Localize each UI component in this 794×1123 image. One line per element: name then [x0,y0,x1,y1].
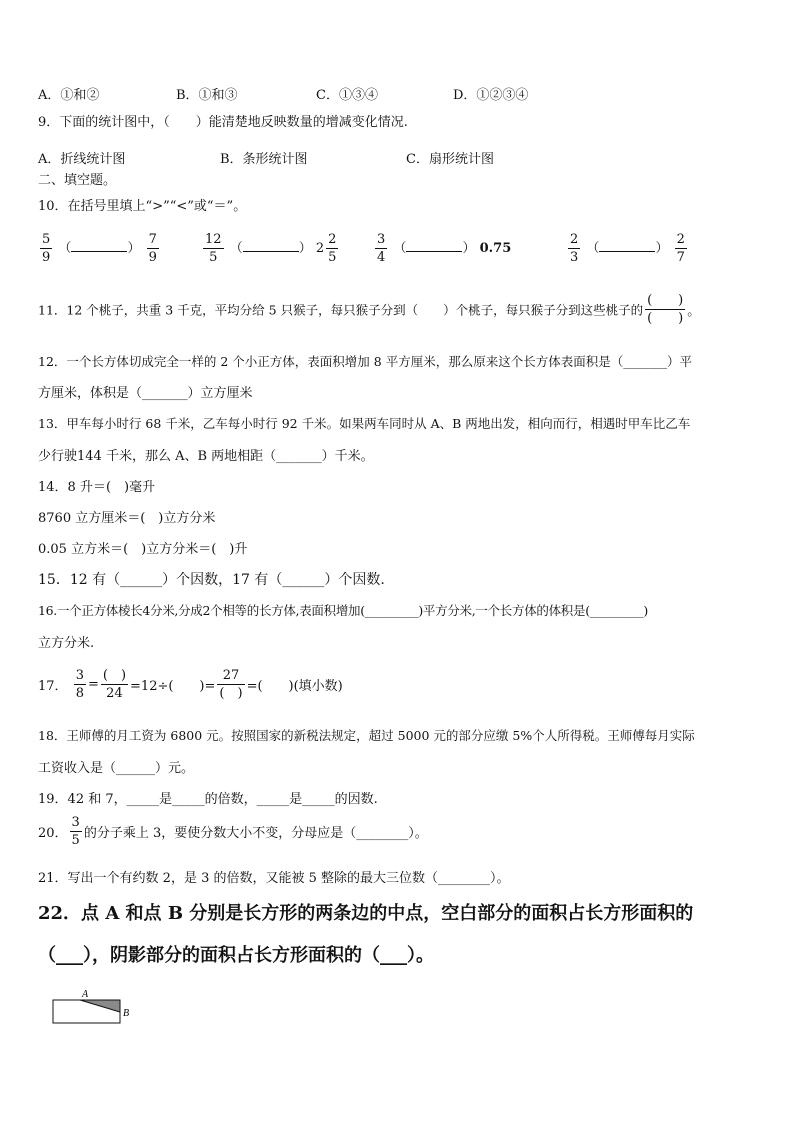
answer-blank[interactable] [599,251,655,252]
q18-line-1: 18．王师傅的月工资为 6800 元。按照国家的新税法规定，超过 5000 元的部分应缴 5%个人所得税。王师傅每月实际 [38,728,695,743]
fraction: $\frac{7}{9}$ [148,232,157,265]
q16-line-2: 立方分米. [38,636,95,651]
q10-question: 10．在括号里填上“>”“<”或“＝”。 [38,199,247,214]
q9-question: 9．下面的统计图中，（ ）能清楚地反映数量的增减变化情况. [38,115,408,130]
q16-line-1: 16.一个正方体棱长4分米,分成2个相等的长方体,表面积增加(_________)平方分米,一个长方体的体积是(_________) [38,603,648,618]
q17-end: =( )(填小数) [246,679,343,694]
q8-option-d: D．①②③④ [453,88,529,103]
q8-option-b: B．①和③ [176,88,238,103]
q14-line-3: 0.05 立方米＝( )立方分米＝( )升 [38,542,248,557]
q20-question [38,816,428,847]
q15-question: 15．12 有（______）个因数，17 有（______）个因数. [38,572,385,588]
fraction: $\frac{( )}{( )}$ [647,293,684,326]
q19-question: 19．42 和 7，_____是_____的倍数，_____是_____的因数. [38,792,378,807]
q22-line-1: 22．点 A 和点 B 分别是长方形的两条边的中点，空白部分的面积占长方形面积的 [38,903,694,924]
q17-label: 17． [38,679,68,694]
q13-line-2: 少行驶144 千米，那么 A、B 两地相距（_______）千米。 [38,449,374,464]
equals: = [87,677,99,692]
q8-option-a: A．①和② [38,88,100,103]
fraction: $\frac{3}{8}$ [75,668,84,701]
paren: （ [58,241,72,256]
q9-option-a: A．折线统计图 [38,152,126,167]
fraction: $\frac{5}{9}$ [42,232,51,265]
section-heading: 二、填空题。 [38,173,117,188]
q10-item-4 [566,233,689,264]
paren: ） [127,241,141,256]
q17-mid: =12÷( )= [130,679,216,694]
q18-line-2: 工资收入是（______）元。 [38,761,195,776]
q12-line-1: 12．一个长方体切成完全一样的 2 个小正方体，表面积增加 8 平方厘米，那么原来这个长方体表面积是（_______）平 [38,354,692,369]
answer-blank[interactable] [406,251,462,252]
answer-blank[interactable] [243,251,299,252]
fraction: $\frac{( )}{24}$ [102,668,127,701]
paren: （ [229,241,243,256]
paren: ） [298,241,312,256]
q8-option-c: C．①③④ [316,88,378,103]
paren: （ [586,241,600,256]
q14-line-1: 14．8 升＝( )毫升 [38,480,156,495]
point-b-label: B [123,1008,130,1019]
paren: （ [393,241,407,256]
paren: ） [462,241,476,256]
fraction: $\frac{3}{5}$ [71,815,80,848]
point-a-label: A [82,989,89,1000]
q14-line-2: 8760 立方厘米＝( )立方分米 [38,511,216,526]
paren: ） [655,241,669,256]
q10-item-3 [373,233,511,264]
decimal-value: 0.75 [479,241,512,256]
q17-question [38,669,343,700]
answer-blank[interactable] [71,251,127,252]
q20-label: 20． [38,826,68,841]
fraction: $\frac{27}{( )}$ [219,668,243,701]
q20-text: 的分子乘上 3，要使分数大小不变，分母应是（________）。 [83,826,428,841]
q11-text: 11．12 个桃子，共重 3 千克，平均分给 5 只猴子，每只猴子分到（ ）个桃子，每只猴子分到这些桃子的 [38,302,644,318]
fraction: $\frac{2}{5}$ [328,232,337,265]
q10-item-2 [201,233,340,264]
q9-option-c: C．扇形统计图 [406,152,494,167]
q22-line-2: （___），阴影部分的面积占长方形面积的（___）。 [38,945,434,966]
fraction: $\frac{2}{3}$ [570,232,579,265]
q21-question: 21．写出一个有约数 2，是 3 的倍数，又能被 5 整除的最大三位数（________）。 [38,871,510,886]
q11-end: 。 [687,304,701,319]
rectangle-figure [48,985,138,1029]
fraction: $\frac{3}{4}$ [377,232,386,265]
fraction: $\frac{12}{5}$ [205,232,222,265]
q11-question [38,294,700,325]
q13-line-1: 13．甲车每小时行 68 千米，乙车每小时行 92 千米。如果两车同时从 A、B 两地出发，相向而行，相遇时甲车比乙车 [38,416,691,431]
q10-item-1 [38,233,161,264]
fraction: $\frac{2}{7}$ [676,232,685,265]
q9-option-b: B．条形统计图 [220,152,308,167]
q12-line-2: 方厘米，体积是（_______）立方厘米 [38,386,253,401]
mixed-whole: 2 [315,241,325,256]
